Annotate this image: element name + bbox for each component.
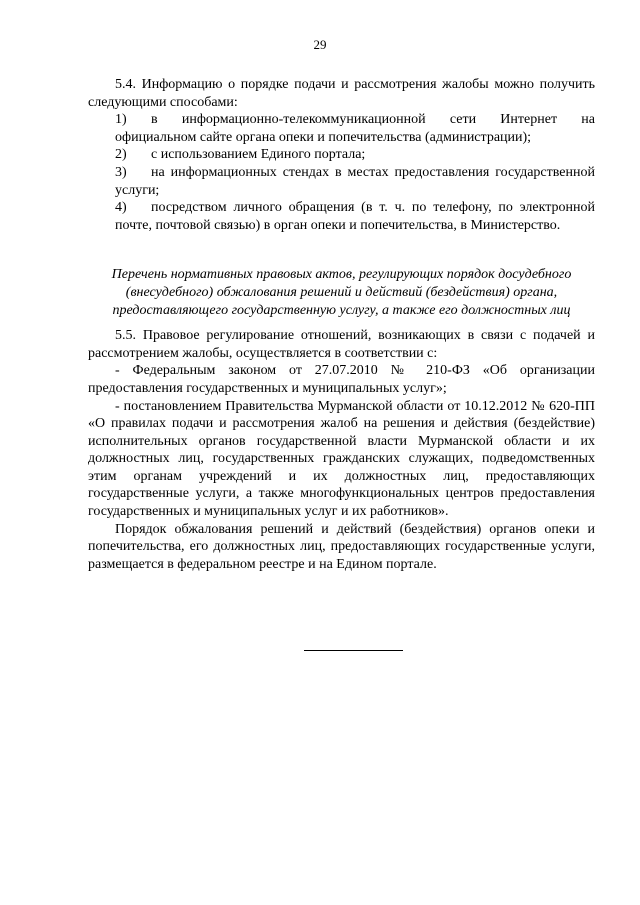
list-item-text: на информационных стендах в местах предоставления государственной услуги; — [115, 164, 595, 198]
law-reference-2: - постановлением Правительства Мурманской области от 10.12.2012 № 620-ПП «О правилах подачи и рассмотрения жалоб на решения и действия (бездействие) исполнительных органов государственной власти Мурманской области и их должностных лиц, государственных гражданских служащих, подведомственных этим органам учреждений и их должностных лиц, предоставляющих государственные услуги, а также многофункциональных центров предоставления государственных и муниципальных услуг и их работников». — [88, 398, 595, 520]
list-item-text: посредством личного обращения (в т. ч. по телефону, по электронной почте, почтовой связью) в орган опеки и попечительства, в Министерство. — [115, 200, 595, 233]
section-5-5-intro: 5.5. Правовое регулирование отношений, возникающих в связи с подачей и рассмотрением жалобы, осуществляется в соответствии с: — [88, 328, 595, 361]
section-heading: Перечень нормативных правовых актов, регулирующих порядок досудебного (внесудебного) обжалования решений и действий (бездействия) органа, предоставляющего государственную услугу, а также его должностных лиц — [111, 267, 572, 318]
document-body — [88, 76, 595, 573]
section-5-4-intro: 5.4. Информацию о порядке подачи и рассмотрения жалобы можно получить следующими способами: — [88, 77, 595, 110]
list-item-2 — [88, 146, 595, 164]
list-item-1 — [88, 111, 595, 146]
list-item-4 — [88, 199, 595, 234]
page-number: 29 — [313, 37, 327, 52]
list-item-number: 1) — [115, 112, 127, 128]
list-item-3 — [88, 164, 595, 199]
list-item-text: с использованием Единого портала; — [151, 147, 366, 163]
list-item-number: 2) — [115, 147, 127, 163]
list-item-number: 4) — [115, 200, 127, 216]
list-item-text: в информационно-телекоммуникационной сети Интернет на официальном сайте органа опеки и попечительства (администрации); — [115, 112, 595, 145]
closing-paragraph: Порядок обжалования решений и действий (бездействия) органов опеки и попечительства, его должностных лиц, предоставляющих государственные услуги, размещается в федеральном реестре и на Едином портале. — [88, 521, 595, 572]
list-item-number: 3) — [115, 164, 127, 180]
law-reference-1: - Федеральным законом от 27.07.2010 № 210-ФЗ «Об организации предоставления государственных и муниципальных услуг»; — [88, 363, 595, 396]
end-divider — [304, 650, 403, 651]
